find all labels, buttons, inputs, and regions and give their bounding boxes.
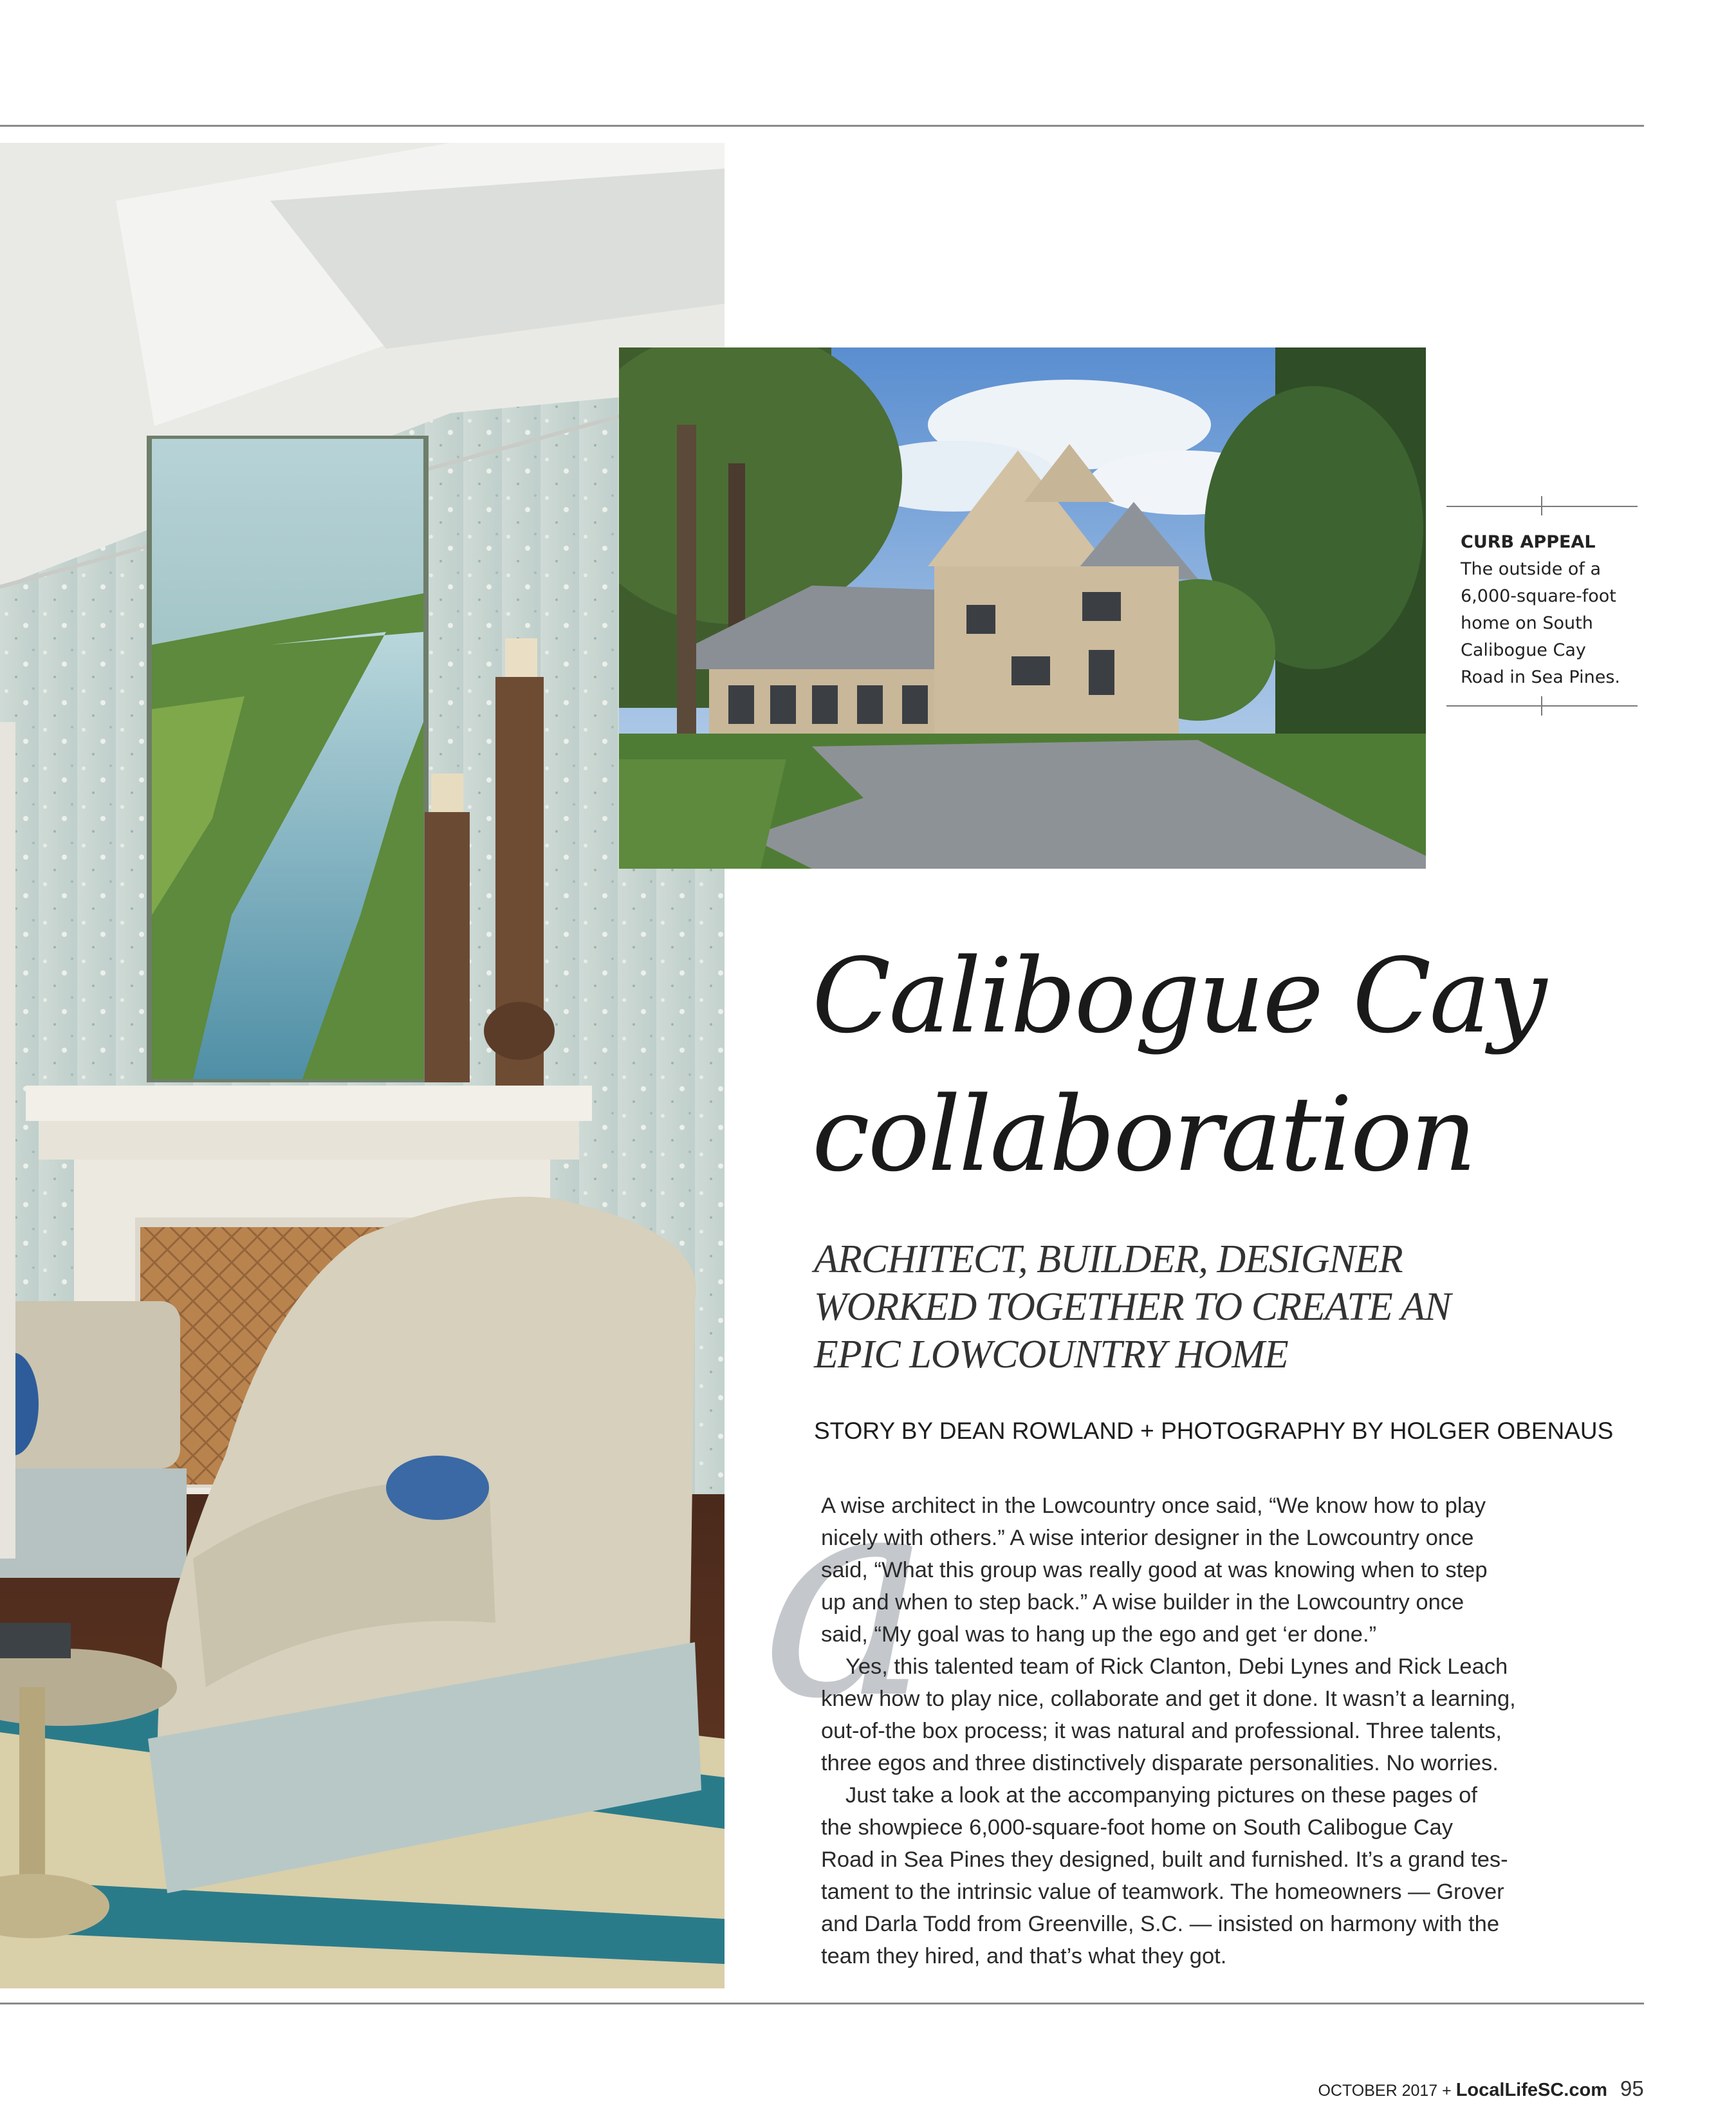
photo-caption [1461, 529, 1634, 691]
body-line: Yes, this talented team of Rick Clanton, Debi Lynes and Rick Leach [845, 1654, 1508, 1679]
bottom-rule [0, 2003, 1644, 2004]
body-line: said, “What this group was really good at was knowing when to step [821, 1558, 1488, 1582]
body-line: A wise architect in the Lowcountry once said, “We know how to play [821, 1494, 1486, 1518]
article-headline [812, 927, 1661, 1203]
deck-line: ARCHITECT, BUILDER, DESIGNER [814, 1237, 1403, 1281]
caption-line: 6,000-square-foot [1461, 586, 1616, 606]
page-footer [1318, 2080, 1607, 2101]
drop-cap: a [762, 1431, 932, 1761]
exterior-house-photo [619, 347, 1426, 869]
body-line: knew how to play nice, collaborate and get it done. It wasn’t a learning, [821, 1687, 1516, 1711]
caption-line: Calibogue Cay [1461, 640, 1586, 660]
body-line: Just take a look at the accompanying pictures on these pages of [845, 1783, 1477, 1808]
headline-line: Calibogue Cay [812, 936, 1546, 1056]
body-line: the showpiece 6,000-square-foot home on South Calibogue Cay [821, 1815, 1453, 1840]
interior-photo [0, 143, 725, 1988]
body-line: team they hired, and that’s what they got. [821, 1944, 1227, 1968]
caption-line: Road in Sea Pines. [1461, 667, 1620, 687]
deck-line: EPIC LOWCOUNTRY HOME [814, 1333, 1288, 1376]
caption-line: home on South [1461, 613, 1593, 633]
top-rule [0, 125, 1644, 127]
article-deck [814, 1236, 1554, 1378]
body-line: three egos and three distinctively disparate personalities. No worries. [821, 1751, 1499, 1775]
body-line: Road in Sea Pines they designed, built and furnished. It’s a grand tes- [821, 1847, 1508, 1872]
byline: STORY BY DEAN ROWLAND + PHOTOGRAPHY BY HOLGER OBENAUS [814, 1418, 1614, 1444]
body-line: nicely with others.” A wise interior designer in the Lowcountry once [821, 1526, 1474, 1550]
deck-line: WORKED TOGETHER TO CREATE AN [814, 1285, 1451, 1329]
caption-body [1461, 556, 1634, 691]
body-line: said, “My goal was to hang up the ego and get ‘er done.” [821, 1622, 1377, 1647]
footer-separator: + [1437, 2082, 1456, 2100]
body-line: tament to the intrinsic value of teamwork. The homeowners — Grover [821, 1880, 1504, 1904]
caption-line: The outside of a [1461, 559, 1602, 579]
body-line: and Darla Todd from Greenville, S.C. — insisted on harmony with the [821, 1912, 1500, 1936]
headline-line: collaboration [812, 1074, 1475, 1194]
article-body [821, 1490, 1555, 1972]
caption-bottom-tick [1541, 696, 1542, 716]
page-number: 95 [1620, 2077, 1644, 2100]
caption-top-tick [1541, 496, 1542, 515]
footer-date: OCTOBER 2017 [1318, 2082, 1438, 2100]
caption-heading: CURB APPEAL [1461, 532, 1596, 552]
footer-site-link[interactable]: LocalLifeSC.com [1455, 2080, 1607, 2100]
body-line: out-of-the box process; it was natural and professional. Three talents, [821, 1719, 1502, 1743]
body-line: up and when to step back.” A wise builder in the Lowcountry once [821, 1590, 1464, 1615]
